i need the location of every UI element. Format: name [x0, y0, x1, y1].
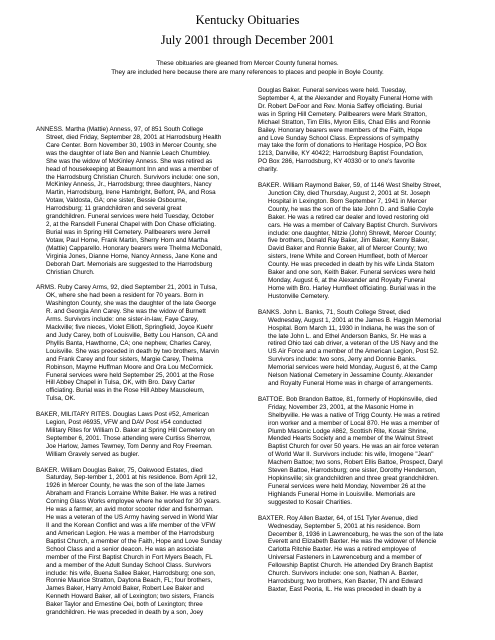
obituary-line: Wednesday, September 5, 2001 at his residence. Born	[268, 522, 421, 530]
obituary-line: County. He was preceded in death by his wife Linda Statom	[268, 261, 435, 269]
obituary-line: and Royalty Funeral Home was in charge of arrangements.	[268, 380, 433, 388]
obituary-line: Junction City, died Thursday, August 2, 2001 at St. Joseph	[268, 189, 431, 197]
obituary-line: Plumb Masonic Lodge #862, Scottish Rite, Kosair Shrine,	[268, 427, 428, 435]
obituary-line: Ronnie Maurice Stratton, Daytona Beach, FL; four brothers,	[46, 577, 213, 585]
obituary-line: Legion, Post #6935, VFW and DAV Post #54 conducted	[46, 419, 202, 427]
obituary-entry	[258, 87, 472, 174]
obituary-line: R. and Georgia Ann Carey. She was the widow of Burnett	[46, 308, 206, 316]
obituary-line: Joe Harlow, James Tewmey, Tom Denny and Roy Freeman.	[46, 442, 213, 450]
obituary-line: grandchildren. Funeral services were held Tuesday, October	[46, 213, 214, 221]
obituary-line: Votaw, Valdosta, GA; one sister, Bessie Osbourne,	[46, 197, 187, 205]
obituary-entry	[36, 284, 246, 403]
obituary-line: School Class and a senior deacon. He was an associate	[46, 545, 204, 553]
obituary-line: include: one daughter, Nitzie (John) Shrewit, Mercer County;	[268, 229, 437, 237]
obituary-line: David Baker and Ronnie Baker, all of Mercer County; two	[268, 245, 428, 253]
obituary-line: Everett and Elizabeth Baxter. He was the widower of Mencie	[268, 538, 437, 546]
page-title: Kentucky Obituaries	[195, 13, 300, 27]
obituary-line: Military Rites for William D. Baker at Spring Hill Cemetery on	[46, 426, 215, 434]
obituary-entry	[258, 309, 472, 388]
obituary-line: Memorial services were held Monday, August 6, at the Camp	[268, 364, 438, 372]
obituary-line: Fellowship Baptist Church. He attended Dry Branch Baptist	[268, 562, 433, 570]
obituary-line: and American Legion. He was a member of the Harrodsburg	[46, 529, 215, 537]
obituary-line: Carlotta Ritchie Baxter. He was a retired employee of	[268, 546, 417, 554]
obituary-line: Baker Taylor and Ernestine Oei, both of Lexington; three	[46, 601, 203, 609]
obituary-line: Steven Battoe, Harrodsburg; one sister, Dorothy Henderson,	[268, 467, 437, 475]
obituary-line: Abraham and Francis Lorraine White Baker. He was a retired	[46, 490, 217, 498]
obituary-entry	[258, 182, 472, 301]
obituary-entry	[36, 411, 246, 459]
obituary-line: was the daughter of late Ben and Nannie Leach Chumbley.	[46, 149, 211, 157]
obituary-line: Harrodsburg; 11 grandchildren and several great	[46, 205, 182, 213]
obituary-first-line: Douglas Baker. Funeral services were held. Tuesday,	[258, 87, 407, 94]
obituary-line: September 4, at the Alexander and Royalty Funeral Home with	[258, 94, 433, 102]
obituary-entry	[36, 467, 246, 618]
obituary-line: grandchildren. He was preceded in death by a son, Joey	[46, 609, 204, 617]
intro-line: They are included here because there are many references to places and people in Boyle County.	[111, 69, 384, 76]
obituary-line: William Gravely served as bugler.	[46, 450, 140, 458]
obituary-line: include: his wife, Buena Sallee Baker, Harrodsburg; one son,	[46, 569, 216, 577]
obituary-line: Harrodsburg; two brothers, Ken Baxter, TN and Edward	[268, 578, 423, 586]
obituary-line: Shelbyville. He was a native of Trigg County. He was a retired	[268, 411, 440, 419]
obituary-line: 2, at the Ransdell Funeral Chapel with Don Chase officiating.	[46, 221, 216, 229]
obituary-line: Virginia Jones, Dianne Horne, Nancy Anness, Jane Kone and	[46, 252, 218, 260]
obituary-line: Monday, August 6, at the Alexander and Royalty Funeral	[268, 277, 426, 285]
obituary-line: Care Center. Born November 30, 1903 in Mercer County, she	[46, 141, 217, 149]
obituary-line: (Mattie) Capparello. Honorary bearers were Thelma McDonald,	[46, 244, 222, 252]
obituary-first-line: BANKS. John L. Banks, 71, South College Street, died	[258, 308, 411, 316]
obituary-line: Survivors include: two sons, Jerry and Donnie Banks.	[268, 356, 417, 364]
obituary-line: Martin, Harrodsburg, Irene Hambright, Belfont, PA, and Rosa	[46, 189, 216, 197]
obituary-line: Corning Glass Works employee where he worked for 30 years.	[46, 498, 221, 506]
obituary-line: Funeral services were held September 25, 2001 at the Rose	[46, 371, 215, 379]
obituary-line: James Baker, Harry Arnold Baker, Robert Lee Baker and	[46, 585, 204, 593]
obituary-line: Baker. He was a retired car dealer and loved restoring old	[268, 213, 429, 221]
obituary-line: County, he was the son of the late John D. and Sallie Coyle	[268, 205, 434, 213]
obituary-line: retired Ohio taxi cab driver, a veteran of the US Navy and the	[268, 340, 439, 348]
obituary-line: Phyllis Banta, Hawthorne, CA; one nephew, Charles Carey,	[46, 339, 212, 347]
obituary-line: and a member of the Adult Sunday School Class. Survivors	[46, 561, 212, 569]
obituary-line: head of housekeeping at Beaumont Inn and was a member of	[46, 165, 219, 173]
obituary-line: 1213, Danville, KY 40422; Harrodsburg Baptist Foundation,	[258, 150, 424, 158]
obituary-line: Street, died Friday, September 28, 2001 at Harrodsburg Health	[46, 133, 222, 141]
obituary-line: Hospital. Born March 11, 1930 in Indiana, he was the son of	[268, 324, 435, 332]
obituary-line: charity.	[258, 166, 278, 174]
obituary-line: September 6, 2001. Those attending were Curtiss Sherrow,	[46, 434, 212, 442]
obituary-line: officiating. Burial was in the Rose Hill Abbey Mausoleum,	[46, 387, 205, 395]
obituary-line: Hospital in Lexington. Born September 7, 1941 in Mercer	[268, 197, 427, 205]
obituary-line: Saturday, Sep-tember 1, 2001 at his residence. Born April 12,	[46, 474, 218, 482]
obituary-line: Hill Abbey Chapel in Tulsa, OK, with Bro. Davy Carter	[46, 379, 196, 387]
obituary-line: Baptist Church, a member of the Faith, Hope and Love Sunday	[46, 537, 222, 545]
obituary-line: 1926 in Mercer County, he was the son of the late James	[46, 482, 205, 490]
obituary-entry	[258, 515, 472, 594]
right-column	[258, 87, 472, 602]
intro-line: These obituaries are gleaned from Mercer County funeral homes.	[156, 60, 339, 67]
obituary-first-line: BAXTER. Roy Allen Baxter, 64, of 151 Tyler Avenue, died	[258, 514, 418, 522]
obituary-entry	[36, 126, 246, 277]
obituary-line: US Air Force and a member of the American Legion, Post 52.	[268, 348, 439, 356]
obituary-line: cars. He was a member of Calvary Baptist Church. Survivors	[268, 221, 438, 229]
obituary-line: Michael Stratton, Tim Ellis, Myron Ellis, Chad Ellis and Ronnie	[258, 118, 431, 126]
obituary-line: Highlands Funeral Home in Louisville. Memorials are	[268, 490, 416, 498]
obituary-line: McKinley Anness, Jr., Harrodsburg; three daughters, Nancy	[46, 181, 212, 189]
obituary-line: Christian Church.	[46, 268, 95, 276]
obituary-line: and Love Sunday School Class. Expressions of sympathy	[258, 134, 420, 142]
obituary-first-line: ANNESS. Martha (Mattie) Anness, 97, of 851 South College	[36, 126, 204, 133]
obituary-line: was in Spring Hill Cemetery. Pallbearers were Mark Stratton,	[258, 110, 427, 118]
obituary-line: and Judy Carey, both of Louisville, Betty Lou Hanson, CA and	[46, 331, 218, 339]
obituary-first-line: BATTOE. Bob Brandon Battoe, 81, formerly of Hopkinsville, died	[258, 395, 438, 403]
obituary-line: may take the form of donations to Heritage Hospice, PO Box	[258, 142, 427, 150]
obituary-line: and Frank Carey and four sisters, Margie Carey, Thelma	[46, 355, 203, 363]
page-subtitle: July 2001 through December 2001	[160, 33, 335, 47]
obituary-line: the late John L. and Ethel Anderson Banks, Sr. He was a	[268, 332, 427, 340]
obituary-line: Bailey. Honorary bearers were members of the Faith, Hope	[258, 126, 423, 134]
obituary-line: Wednesday, August 1, 2001 at the James B. Haggin Memorial	[268, 316, 442, 324]
obituary-first-line: BAKER. William Douglas Baker, 75, Oakwood Estates, died	[36, 466, 203, 474]
obituary-line: Dr. Robert DeFoor and Rev. Monia Saffey officiating. Burial	[258, 102, 423, 110]
obituary-line: Nelson National Cemetery in Jessamine County. Alexander	[268, 372, 433, 380]
obituary-line: Friday, November 23, 2001, at the Masonic Home in	[268, 403, 414, 411]
obituary-line: five brothers, Donald Ray Baker, Jim Baker, Kenny Baker,	[268, 237, 429, 245]
obituary-line: suggested to Kosair Charities.	[268, 498, 353, 506]
obituary-line: of World War II. Survivors include: his wife, Imogene "Jean"	[268, 451, 434, 459]
obituary-line: Universal Fasteners in Lawrenceburg and a member of	[268, 554, 422, 562]
obituary-line: Hopkinsville; six grandchildren and three great grandchildren.	[268, 475, 439, 483]
obituary-line: Tulsa, OK.	[46, 395, 76, 403]
obituary-line: Machem Battoe; two sons, Robert Ellis Battoe, Prospect, Daryl	[268, 459, 443, 467]
intro-note	[0, 59, 495, 77]
obituary-line: OK, where she had been a resident for 70 years. Born in	[46, 292, 204, 300]
obituary-line: iron worker and a member of Local 870. He was a member of	[268, 419, 440, 427]
left-column	[36, 126, 246, 625]
obituary-line: Deborah Dart. Memorials are suggested to the Harrodsburg	[46, 260, 213, 268]
obituary-first-line: BAKER, MILITARY RITES. Douglas Laws Post #52, American	[36, 411, 209, 419]
obituary-line: Funeral services were held Monday, November 26 at the	[268, 483, 426, 490]
obituary-line: Arms. Survivors include: one sister-in-law, Faye Carey,	[46, 316, 199, 324]
obituary-line: He was a farmer, an avid motor scooter rider and fisherman.	[46, 506, 214, 514]
obituary-first-line: ARMS. Ruby Carey Arms, 92, died September 21, 2001 in Tulsa,	[36, 284, 217, 292]
obituary-line: the Harrodsburg Christian Church. Survivors include: one son,	[46, 173, 220, 181]
obituary-line: PO Box 286, Harrodsburg, KY 40330 or to one's favorite	[258, 158, 415, 166]
obituary-line: Burial was in Spring Hill Cemetery. Pallbearers were Jerrell	[46, 228, 211, 236]
obituary-line: Hustonville Cemetery.	[268, 292, 330, 300]
obituary-line: He was a veteran of the US Army having served in World War	[46, 514, 218, 522]
obituary-line: Washington County, she was the daughter of the late George	[46, 300, 217, 308]
obituary-line: member of the First Baptist Church in Fort Myers Beach, FL	[46, 553, 213, 561]
obituary-line: Robinson, Mayme Huffman Moore and Ora Lou McCormick.	[46, 363, 214, 371]
obituary-line: Baxter, East Peoria, IL. He was preceded in death by a	[268, 585, 421, 593]
obituary-line: December 8, 1936 in Lawrenceburg, he was the son of the late	[268, 530, 444, 538]
obituary-line: Louisville. She was preceded in death by two brothers, Marvin	[46, 347, 219, 355]
obituary-line: Church. Survivors include: one son, Nathan A. Baxter,	[268, 570, 419, 578]
obituary-line: sisters, Irene White and Coreen Humfleet, both of Mercer	[268, 253, 428, 261]
obituary-line: Baker and one son, Keith Baker. Funeral services were held	[268, 269, 436, 277]
obituary-line: Mended Hearts Society and a member of the Walnut Street	[268, 435, 433, 443]
obituary-first-line: BAKER. William Raymond Baker, 59, of 1146 West Shelby Street,	[258, 182, 442, 190]
obituary-line: Baptist Church for over 50 years. He was an air force veteran	[268, 443, 439, 451]
obituary-entry	[258, 396, 472, 507]
obituary-line: Kenneth Howard Baker, all of Lexington; two sisters, Francis	[46, 593, 214, 601]
obituary-line: Votaw, Paul Horne, Frank Martin, Sherry Horn and Martha	[46, 236, 208, 244]
obituary-line: II and the Korean Conflict and was a life member of the VFW	[46, 522, 216, 529]
obituary-line: Mackville; five nieces, Violet Elliott, Springfield, Joyce Kuehr	[46, 324, 214, 332]
obituary-line: Home with Bro. Harley Humfleet officiating. Burial was in the	[268, 285, 436, 293]
obituary-line: She was the widow of McKinley Anness. She was retired as	[46, 157, 213, 165]
